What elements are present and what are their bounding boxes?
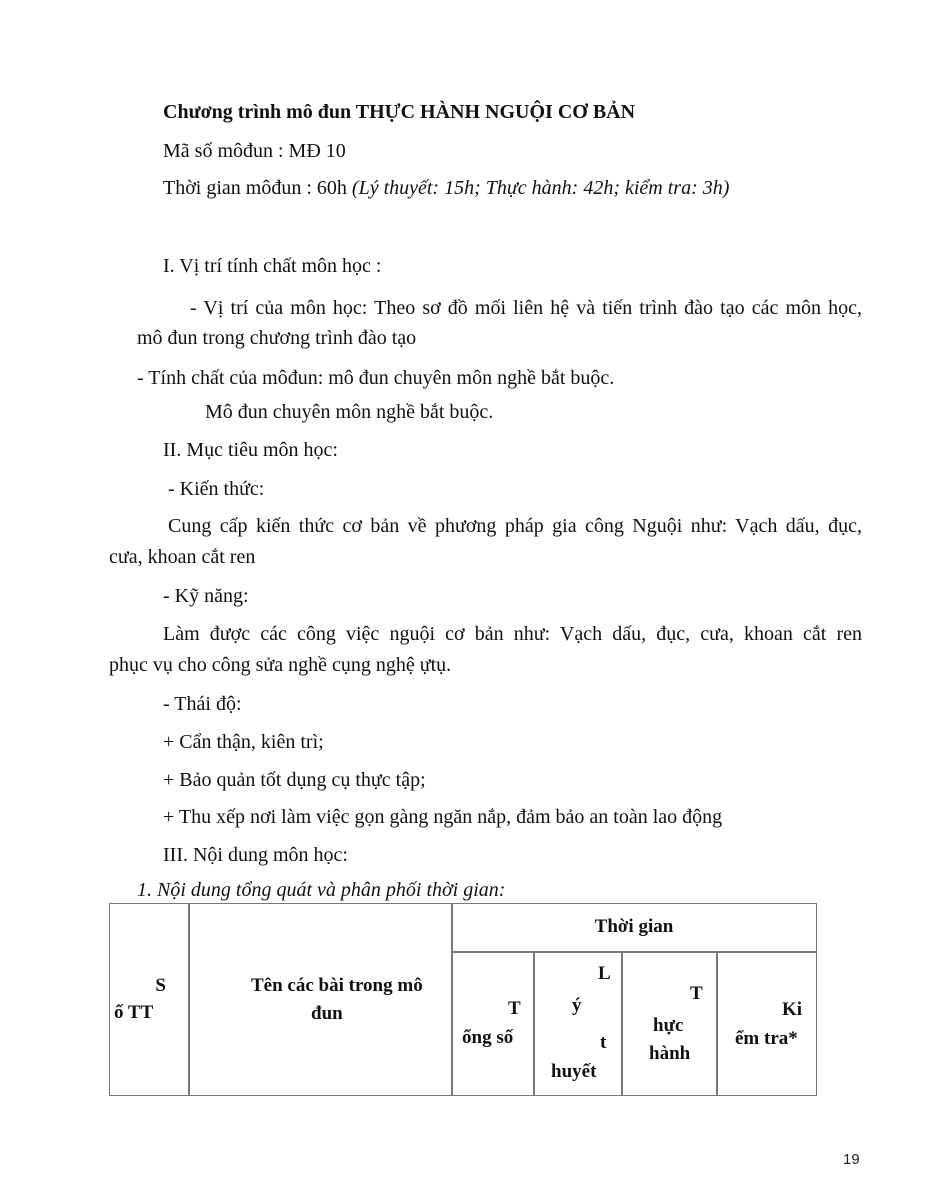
table-divider (188, 904, 190, 1095)
header-exam-part-2: ểm tra* (735, 1028, 798, 1049)
header-lesson-name-part-1: Tên các bài trong mô (251, 975, 423, 996)
module-title-prefix: Chương trình mô đun (163, 101, 356, 123)
table-divider (621, 951, 623, 1095)
table-divider (716, 951, 718, 1095)
section-3-subheading: 1. Nội dung tổng quát và phân phối thời gian: (137, 879, 506, 901)
header-theory-part-1: L (598, 963, 611, 984)
module-duration (163, 176, 729, 200)
attitude-label: - Thái độ: (163, 693, 242, 715)
header-stt-part-2: ố TT (114, 1002, 154, 1023)
header-time-group: Thời gian (594, 916, 674, 937)
duration-detail: (Lý thuyết: 15h; Thực hành: 42h; kiểm tra: 3h) (351, 177, 730, 199)
header-exam-part-1: Ki (782, 999, 803, 1020)
header-total-part-1: T (508, 998, 521, 1019)
header-theory-part-2: ý (572, 995, 582, 1016)
header-practice-part-2: hực (653, 1015, 684, 1036)
header-lesson-name-part-2: đun (311, 1003, 343, 1024)
position-line-1: - Vị trí của môn học: Theo sơ đồ mối liên hệ và tiến trình đào tạo các môn học, (190, 297, 862, 319)
section-3-heading: III. Nội dung môn học: (163, 844, 348, 866)
knowledge-label: - Kiến thức: (168, 478, 265, 500)
module-title (163, 100, 635, 124)
duration-label: Thời gian môđun : 60h (163, 177, 352, 199)
skills-line-1: Làm được các công việc nguội cơ bản như: Vạch dấu, đục, cưa, khoan cắt ren (163, 623, 862, 645)
skills-line-2: phục vụ cho công sửa nghề cụng nghệ ựtụ. (109, 654, 452, 676)
attitude-item: + Cẩn thận, kiên trì; (163, 731, 324, 753)
attitude-item: + Thu xếp nơi làm việc gọn gàng ngăn nắp, đảm bảo an toàn lao động (163, 806, 723, 828)
knowledge-line-2: cưa, khoan cắt ren (109, 546, 256, 568)
nature-line: - Tính chất của môđun: mô đun chuyên môn nghề bắt buộc. (137, 367, 615, 389)
section-2-heading: II. Mục tiêu môn học: (163, 439, 338, 461)
page-number: 19 (843, 1151, 860, 1168)
table-divider (452, 951, 816, 953)
header-stt-part-1: S (155, 975, 166, 996)
nature-repeat-line: Mô đun chuyên môn nghề bắt buộc. (205, 401, 494, 423)
skills-label: - Kỹ năng: (163, 585, 249, 607)
knowledge-line-1: Cung cấp kiến thức cơ bản về phương pháp gia công Nguội như: Vạch dấu, đục, (168, 515, 862, 537)
header-practice-part-1: T (690, 983, 703, 1004)
header-theory-part-3: t (600, 1032, 607, 1053)
table-divider (533, 951, 535, 1095)
header-theory-part-4: huyết (551, 1061, 597, 1082)
attitude-item: + Bảo quản tốt dụng cụ thực tập; (163, 769, 426, 791)
header-total-part-2: ổng số (462, 1027, 514, 1048)
section-1-heading: I. Vị trí tính chất môn học : (163, 255, 382, 277)
header-practice-part-3: hành (649, 1043, 691, 1064)
position-line-2: mô đun trong chương trình đào tạo (137, 327, 417, 349)
time-allocation-table (109, 903, 817, 1096)
module-code: Mã số môđun : MĐ 10 (163, 140, 346, 162)
module-title-name: THỰC HÀNH NGUỘI CƠ BẢN (355, 101, 636, 123)
